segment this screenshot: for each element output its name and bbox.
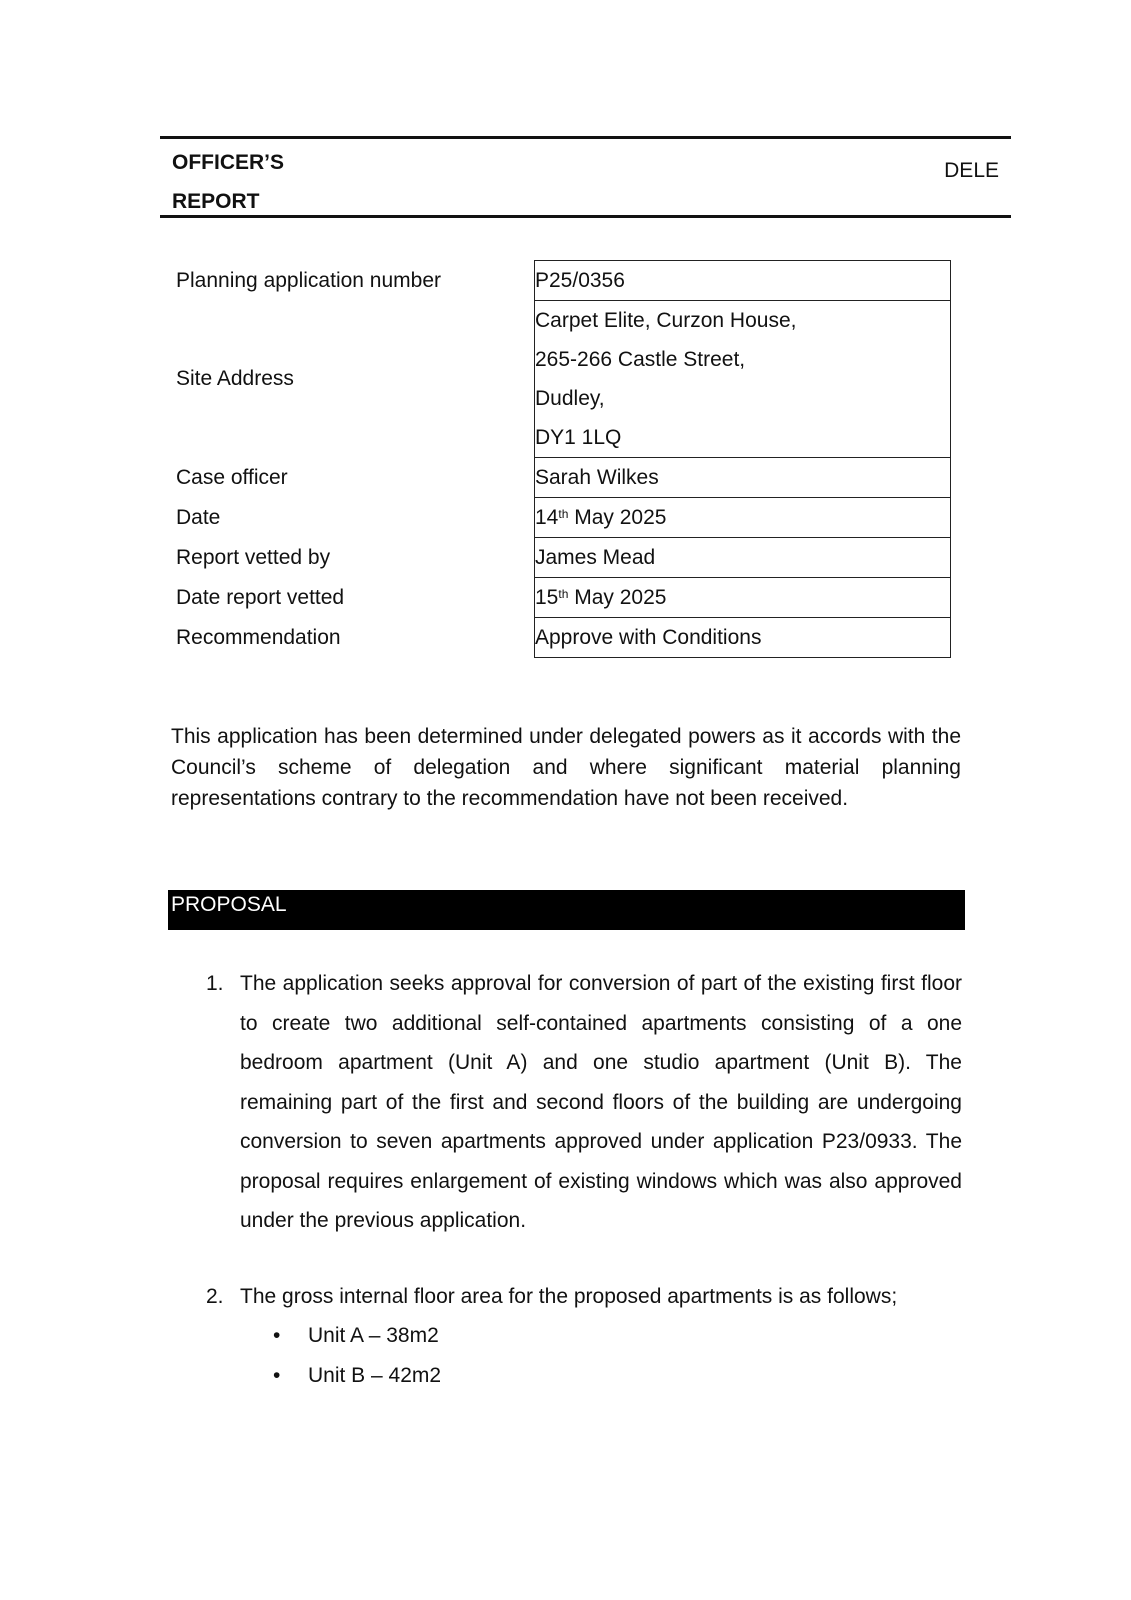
bullet-icon: •	[273, 1364, 281, 1387]
item-number: 1.	[206, 972, 224, 995]
item-text: The gross internal floor area for the proposed apartments is as follows;	[240, 1284, 898, 1308]
report-title-line2: REPORT	[172, 190, 260, 213]
table-row	[176, 301, 951, 458]
address-line: 265-266 Castle Street,	[535, 348, 746, 371]
report-header	[160, 136, 1011, 218]
date-day: 15	[535, 586, 559, 609]
report-title-line1: OFFICER’S	[172, 151, 285, 174]
item-number: 2.	[206, 1284, 224, 1308]
floor-area-list	[240, 1316, 962, 1396]
recommendation: Approve with Conditions	[535, 618, 951, 658]
vetted-date	[535, 578, 951, 618]
table-row	[176, 538, 951, 578]
bullet-item	[240, 1356, 962, 1396]
row-label: Date	[176, 505, 221, 529]
vetted-by: James Mead	[535, 538, 951, 578]
bullet-text: Unit B – 42m2	[308, 1364, 442, 1387]
proposal-list	[206, 964, 962, 1396]
row-label: Case officer	[176, 465, 288, 489]
report-code: DELE	[944, 159, 999, 182]
date-rest: May 2025	[568, 506, 667, 529]
list-item	[206, 1277, 962, 1397]
bullet-item	[240, 1316, 962, 1356]
date-day: 14	[535, 506, 559, 529]
report-title	[172, 143, 284, 221]
delegation-statement: This application has been determined under delegated powers as it accords with the Council’s scheme of delegation and where significant material planning representations contrary to the recommendation have not been received.	[171, 725, 961, 810]
address-line: Dudley,	[535, 387, 605, 410]
table-row	[176, 618, 951, 658]
date-suffix: th	[558, 587, 569, 601]
item-text: The application seeks approval for conversion of part of the existing first floor to create two additional self-contained apartments consisting of a one bedroom apartment (Unit A) and one studio apartment (Unit B). The remaining part of the first and second floors of the building are undergoing conversion to seven apartments approved under application P23/0933. The proposal requires enlargement of existing windows which was also approved under the previous application.	[240, 972, 962, 1232]
bullet-icon: •	[273, 1324, 281, 1347]
table-row	[176, 578, 951, 618]
application-number: P25/0356	[535, 261, 951, 301]
bullet-text: Unit A – 38m2	[308, 1324, 439, 1347]
list-item	[206, 964, 962, 1241]
row-label: Site Address	[176, 367, 294, 390]
date-rest: May 2025	[568, 586, 667, 609]
date-suffix: th	[558, 507, 569, 521]
row-label: Date report vetted	[176, 585, 345, 609]
table-row	[176, 261, 951, 301]
table-row	[176, 498, 951, 538]
table-row	[176, 458, 951, 498]
case-officer: Sarah Wilkes	[535, 458, 951, 498]
section-heading-proposal: PROPOSAL	[168, 890, 965, 930]
row-label: Recommendation	[176, 625, 341, 649]
details-table	[176, 260, 951, 658]
site-address	[535, 301, 951, 458]
application-details	[176, 260, 951, 658]
row-label: Planning application number	[176, 268, 442, 292]
report-date	[535, 498, 951, 538]
address-line: DY1 1LQ	[535, 426, 622, 449]
address-line: Carpet Elite, Curzon House,	[535, 309, 797, 332]
row-label: Report vetted by	[176, 545, 331, 569]
